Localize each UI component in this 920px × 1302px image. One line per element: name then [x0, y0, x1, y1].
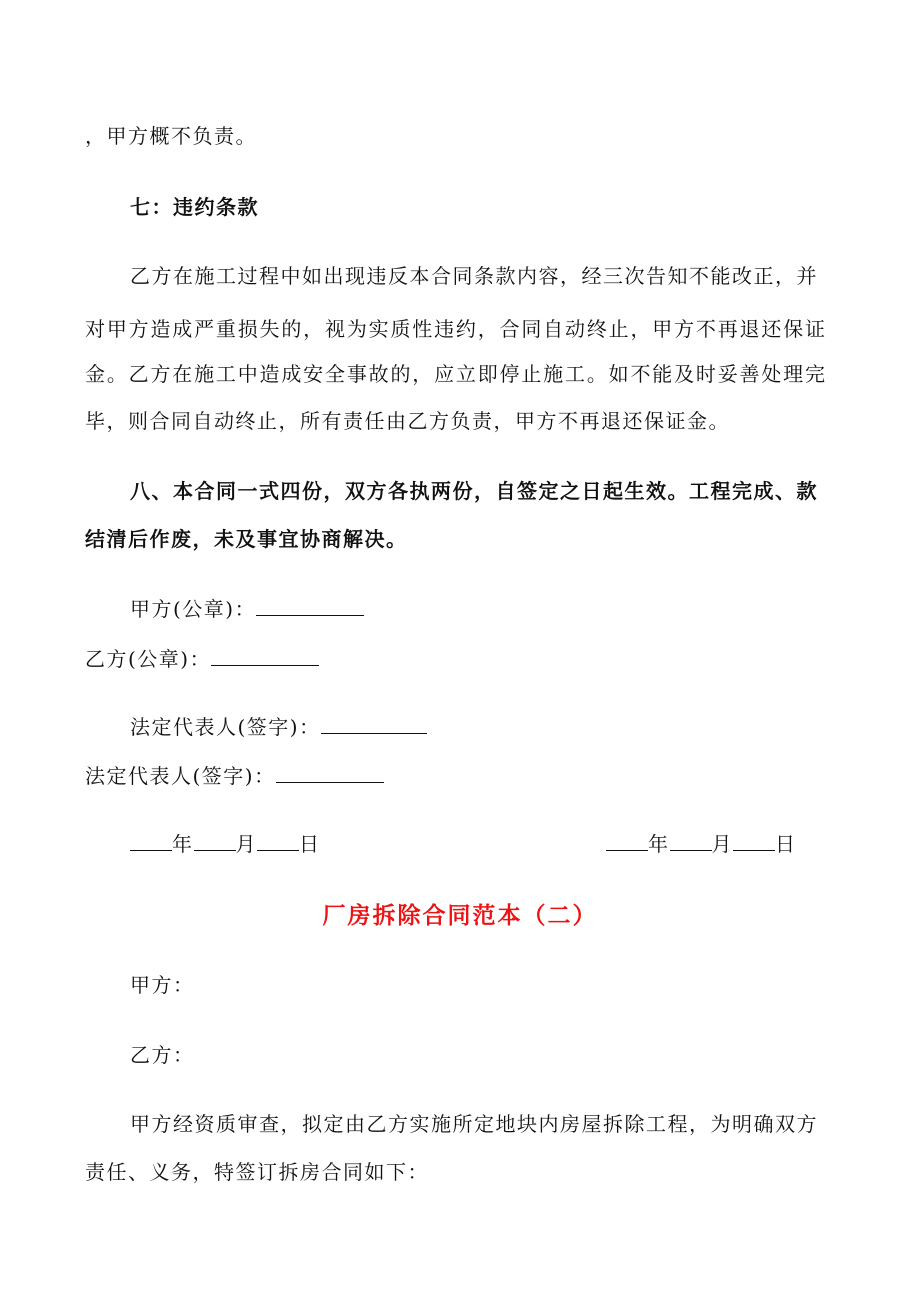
text-line: 金。乙方在施工中造成安全事故的，应立即停止施工。如不能及时妥善处理完 [85, 362, 825, 386]
day-label: 日 [299, 832, 321, 856]
clause-eight: 八、本合同一式四份，双方各执两份，自签定之日起生效。工程完成、款 [130, 479, 818, 503]
year-blank [606, 830, 648, 851]
year-label: 年 [648, 832, 670, 856]
day-blank [733, 830, 775, 851]
month-blank [670, 830, 712, 851]
rep-sign-row-1 [130, 713, 427, 741]
intro-line: 责任、义务，特签订拆房合同如下： [85, 1160, 429, 1184]
date-row-left [130, 830, 321, 858]
rep-sign-label-2: 法定代表人(签字)： [85, 764, 276, 788]
party-b-seal-blank [211, 645, 319, 666]
clause-eight-cont: 结清后作废，未及事宜协商解决。 [85, 527, 408, 551]
year-label: 年 [172, 832, 194, 856]
date-row-right [606, 830, 797, 858]
section-heading-breach: 七：违约条款 [130, 195, 259, 219]
day-label: 日 [775, 832, 797, 856]
day-blank [257, 830, 299, 851]
rep-sign-row-2 [85, 762, 384, 790]
rep-sign-blank-1 [321, 713, 427, 734]
month-label: 月 [235, 832, 257, 856]
rep-sign-blank-2 [276, 762, 384, 783]
party-a-label: 甲方： [130, 973, 195, 997]
month-blank [194, 830, 236, 851]
party-b-label: 乙方： [130, 1043, 195, 1067]
section-title: 厂房拆除合同范本（二） [322, 902, 598, 929]
party-b-seal-row [85, 645, 319, 673]
text-line: 对甲方造成严重损失的，视为实质性违约，合同自动终止，甲方不再退还保证 [85, 317, 825, 341]
text-line: ，甲方概不负责。 [85, 124, 257, 148]
month-label: 月 [711, 832, 733, 856]
party-a-seal-blank [256, 595, 364, 616]
text-line: 乙方在施工过程中如出现违反本合同条款内容，经三次告知不能改正，并 [130, 264, 818, 288]
party-a-seal-label: 甲方(公章)： [130, 597, 257, 621]
party-b-seal-label: 乙方(公章)： [85, 647, 212, 671]
party-a-seal-row [130, 595, 364, 623]
intro-line: 甲方经资质审查，拟定由乙方实施所定地块内房屋拆除工程，为明确双方 [130, 1112, 818, 1136]
year-blank [130, 830, 172, 851]
rep-sign-label-1: 法定代表人(签字)： [130, 715, 321, 739]
text-line: 毕，则合同自动终止，所有责任由乙方负责，甲方不再退还保证金。 [85, 409, 730, 433]
